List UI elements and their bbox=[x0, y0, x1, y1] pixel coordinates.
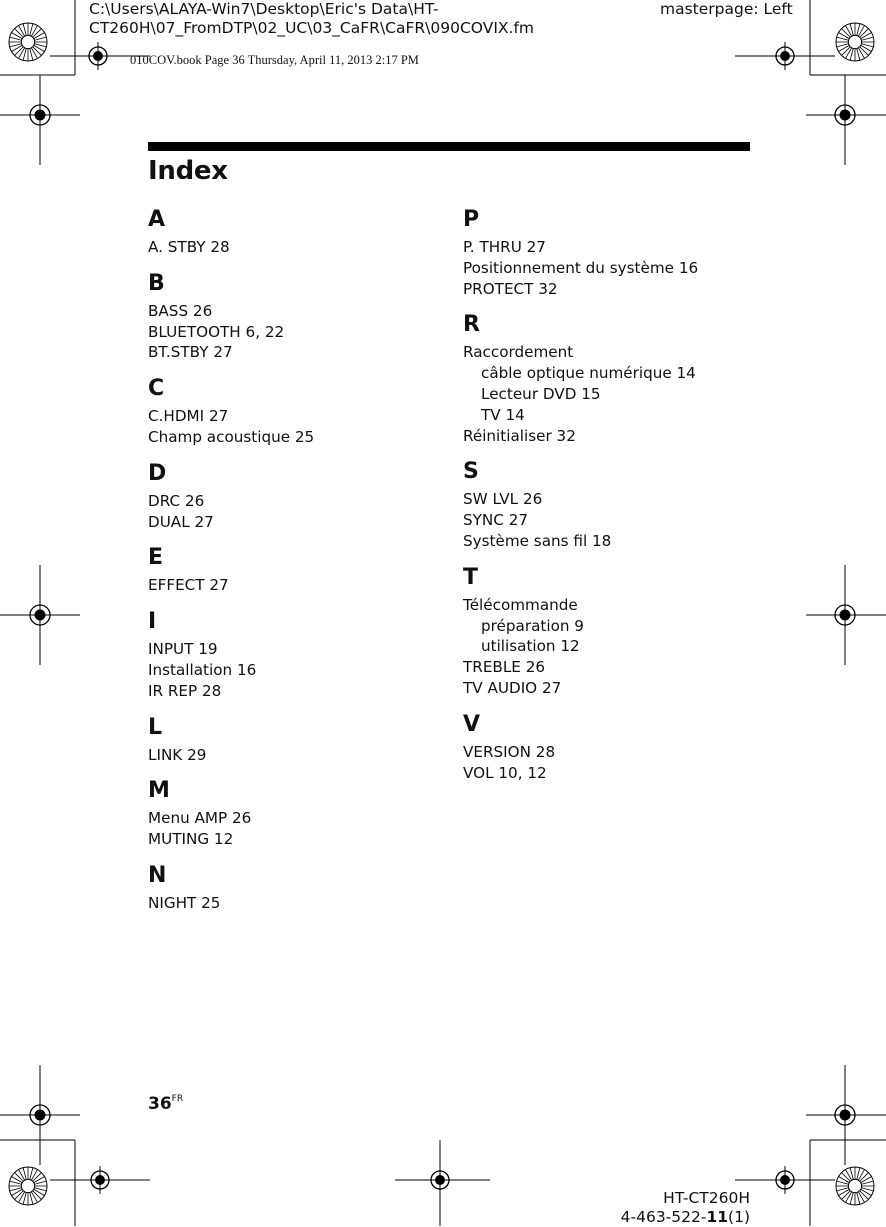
index-section bbox=[148, 861, 438, 914]
index-entry: Champ acoustique 25 bbox=[148, 427, 315, 446]
index-subentry: câble optique numérique 14 bbox=[481, 364, 696, 383]
index-entry: Système sans fil 18 bbox=[463, 531, 612, 550]
index-column-right bbox=[463, 205, 763, 794]
index-section bbox=[463, 563, 763, 699]
index-entry: BASS 26 bbox=[148, 301, 213, 320]
section-letter: M bbox=[148, 778, 170, 804]
index-entry: EFFECT 27 bbox=[148, 576, 229, 595]
index-section bbox=[148, 459, 438, 533]
section-letter: D bbox=[148, 460, 167, 486]
index-entry: DRC 26 bbox=[148, 491, 205, 510]
index-subentry: TV 14 bbox=[481, 405, 525, 424]
index-section bbox=[463, 710, 763, 784]
index-entry: BLUETOOTH 6, 22 bbox=[148, 322, 285, 341]
section-letter: I bbox=[148, 609, 157, 635]
book-info-line: 010COV.book Page 36 Thursday, April 11, 2013 2:17 PM bbox=[130, 53, 419, 67]
file-path-header bbox=[89, 0, 534, 38]
index-section bbox=[148, 776, 438, 850]
index-entry: C.HDMI 27 bbox=[148, 407, 229, 426]
page-title: Index bbox=[148, 156, 228, 186]
index-entry: PROTECT 32 bbox=[463, 279, 558, 298]
index-entry: DUAL 27 bbox=[148, 512, 214, 531]
color-wheel-center bbox=[848, 35, 861, 48]
title-rule bbox=[148, 142, 750, 151]
index-section bbox=[463, 205, 763, 299]
section-letter: C bbox=[148, 376, 165, 402]
index-section bbox=[148, 374, 438, 448]
section-letter: A bbox=[148, 207, 166, 232]
section-letter: T bbox=[463, 564, 479, 590]
index-entry: LINK 29 bbox=[148, 745, 207, 764]
section-letter: P bbox=[463, 207, 480, 232]
index-entry: Installation 16 bbox=[148, 660, 257, 679]
index-entry: Réinitialiser 32 bbox=[463, 426, 576, 445]
file-path-line-1: C:\Users\ALAYA-Win7\Desktop\Eric's Data\HT- bbox=[89, 0, 439, 18]
footer-code bbox=[621, 1207, 750, 1227]
section-letter: V bbox=[463, 711, 481, 737]
page-number-suffix: FR bbox=[171, 1094, 184, 1104]
index-section bbox=[148, 269, 438, 363]
index-entry: Télécommande bbox=[463, 595, 578, 614]
index-entry: TV AUDIO 27 bbox=[463, 678, 562, 697]
footer-code-bold: 11 bbox=[706, 1208, 729, 1226]
index-entry: SYNC 27 bbox=[463, 511, 529, 530]
index-entry: INPUT 19 bbox=[148, 640, 218, 659]
footer-code-prefix: 4-463-522- bbox=[620, 1208, 707, 1226]
footer-model: HT-CT260H bbox=[663, 1189, 750, 1207]
index-subentry: Lecteur DVD 15 bbox=[481, 384, 601, 403]
section-letter: E bbox=[148, 545, 164, 571]
index-section bbox=[148, 543, 438, 596]
index-entry: BT.STBY 27 bbox=[148, 343, 233, 362]
index-entry: SW LVL 26 bbox=[463, 490, 543, 509]
index-subentry: préparation 9 bbox=[481, 616, 584, 635]
section-letter: R bbox=[463, 312, 480, 338]
index-section bbox=[463, 457, 763, 551]
section-letter: S bbox=[463, 459, 479, 485]
masterpage-label: masterpage: Left bbox=[660, 0, 793, 18]
footer-code-suffix: (1) bbox=[728, 1208, 750, 1226]
index-column-left bbox=[148, 205, 438, 925]
index-entry: NIGHT 25 bbox=[148, 893, 221, 912]
section-letter: B bbox=[148, 270, 165, 296]
index-entry: Raccordement bbox=[463, 343, 574, 362]
color-wheel-center bbox=[21, 35, 34, 48]
color-wheel-center bbox=[848, 1179, 861, 1192]
index-entry: MUTING 12 bbox=[148, 830, 234, 849]
section-letter: N bbox=[148, 862, 167, 888]
index-section bbox=[463, 310, 763, 446]
index-entry: VERSION 28 bbox=[463, 742, 556, 761]
index-entry: P. THRU 27 bbox=[463, 238, 546, 256]
index-section bbox=[148, 205, 438, 258]
index-entry: Positionnement du système 16 bbox=[463, 258, 699, 277]
index-section bbox=[148, 607, 438, 701]
file-path-line-2: CT260H\07_FromDTP\02_UC\03_CaFR\CaFR\090COVIX.fm bbox=[89, 19, 535, 37]
index-subentry: utilisation 12 bbox=[481, 637, 580, 656]
index-entry: A. STBY 28 bbox=[148, 238, 230, 256]
index-entry: TREBLE 26 bbox=[463, 658, 546, 677]
page-number bbox=[148, 1094, 183, 1114]
index-entry: VOL 10, 12 bbox=[463, 763, 547, 782]
color-wheel-center bbox=[21, 1179, 34, 1192]
index-entry: Menu AMP 26 bbox=[148, 809, 252, 828]
index-section bbox=[148, 713, 438, 766]
page-number-value: 36 bbox=[148, 1094, 172, 1114]
index-entry: IR REP 28 bbox=[148, 681, 222, 700]
section-letter: L bbox=[148, 714, 163, 740]
